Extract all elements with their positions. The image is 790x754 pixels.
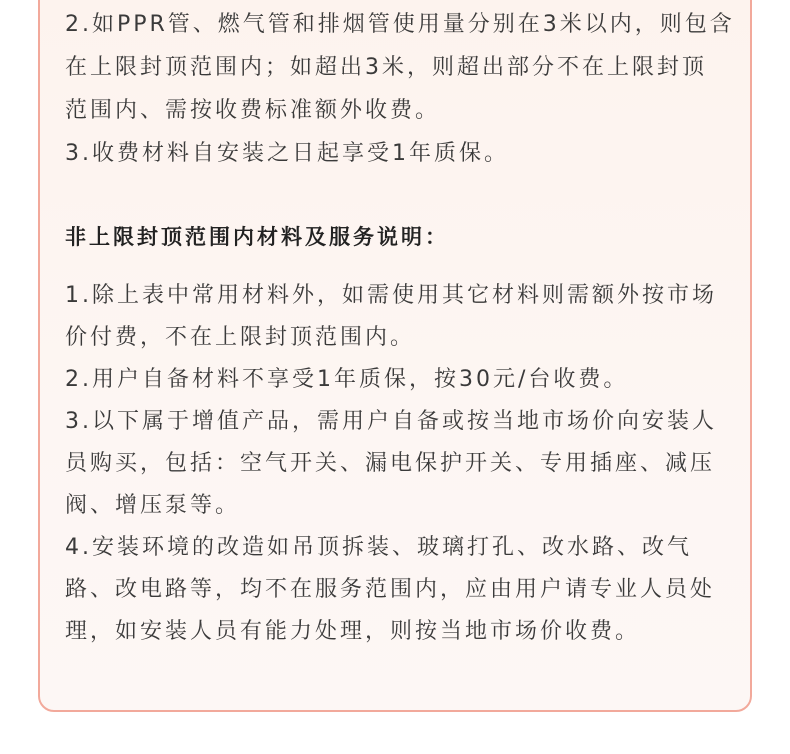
paragraph-line: 价付费，不在上限封顶范围内。 bbox=[65, 325, 416, 350]
list-item bbox=[65, 359, 745, 401]
paragraph-line: 1.除上表中常用材料外，如需使用其它材料则需额外按市场 bbox=[65, 283, 717, 308]
list-item bbox=[65, 275, 745, 359]
paragraph-line: 2.用户自备材料不享受1年质保，按30元/台收费。 bbox=[65, 367, 629, 392]
list-item bbox=[65, 3, 745, 132]
paragraph-line: 4.安装环境的改造如吊顶拆装、玻璃打孔、改水路、改气 bbox=[65, 535, 692, 560]
paragraph-line: 员购买，包括：空气开关、漏电保护开关、专用插座、减压 bbox=[65, 451, 716, 476]
paragraph-line: 阀、增压泵等。 bbox=[65, 493, 241, 518]
paragraph-line: 范围内、需按收费标准额外收费。 bbox=[65, 98, 441, 123]
paragraph-line: 2.如PPR管、燃气管和排烟管使用量分别在3米以内，则包含 bbox=[65, 12, 735, 37]
capped-notes-section bbox=[65, 3, 745, 175]
paragraph-line: 理，如安装人员有能力处理，则按当地市场价收费。 bbox=[65, 619, 641, 644]
paragraph-line: 3.以下属于增值产品，需用户自备或按当地市场价向安装人 bbox=[65, 409, 717, 434]
list-item bbox=[65, 401, 745, 527]
section-heading: 非上限封顶范围内材料及服务说明： bbox=[65, 225, 449, 249]
paragraph-line: 在上限封顶范围内；如超出3米，则超出部分不在上限封顶 bbox=[65, 55, 707, 80]
list-item bbox=[65, 132, 745, 175]
paragraph-line: 路、改电路等，均不在服务范围内，应由用户请专业人员处 bbox=[65, 577, 716, 602]
non-capped-section bbox=[65, 275, 745, 653]
paragraph-line: 3.收费材料自安装之日起享受1年质保。 bbox=[65, 141, 509, 166]
list-item bbox=[65, 527, 745, 653]
